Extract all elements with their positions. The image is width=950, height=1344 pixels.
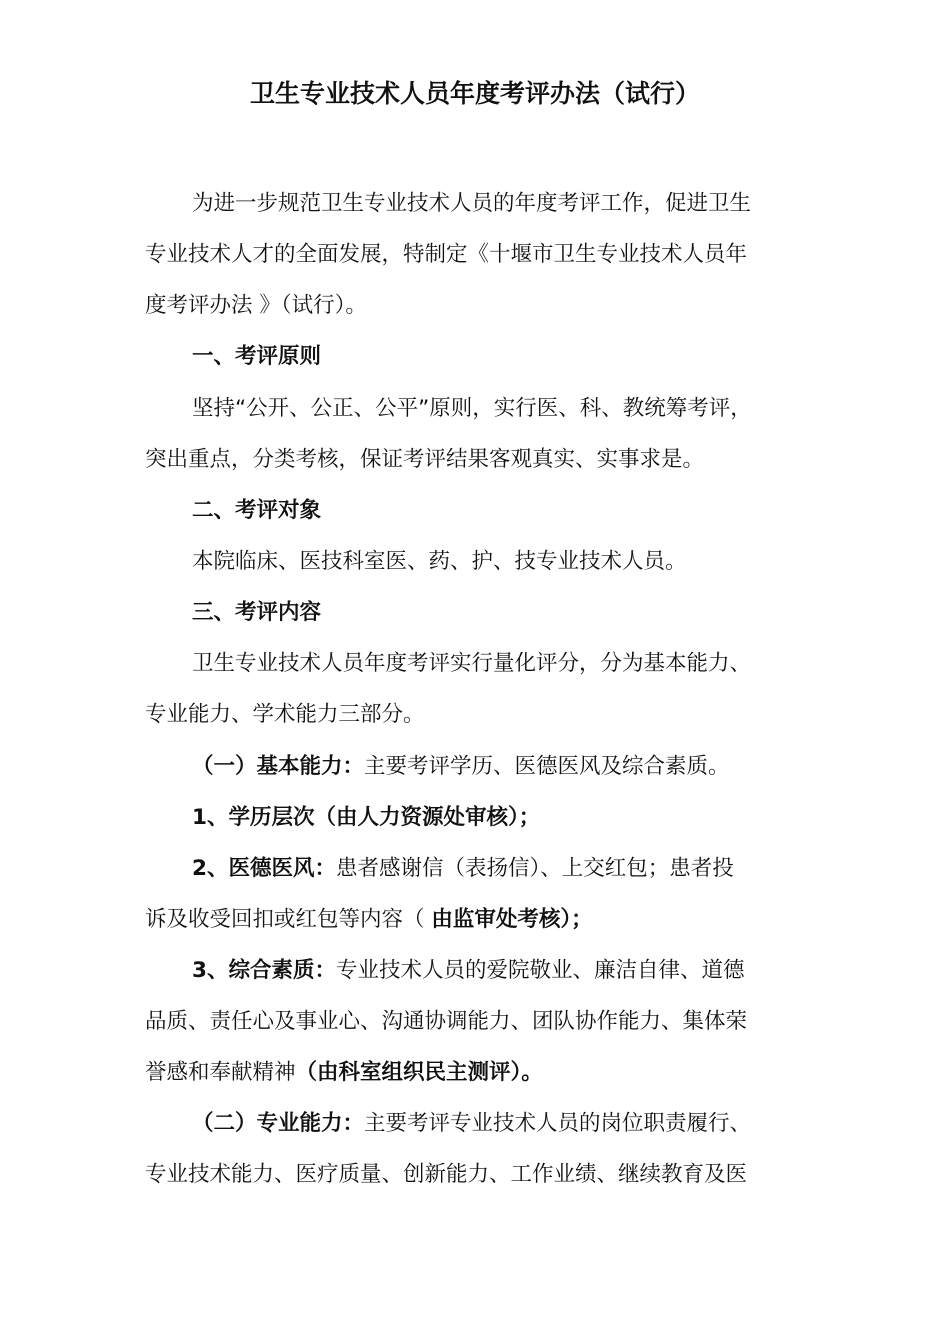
section-heading-content: 三、考评内容 [192,600,322,625]
item-comprehensive-quality-line-1 [192,956,832,986]
document-title: 卫生专业技术人员年度考评办法（试行） [249,79,700,108]
content-line-2: 专业能力、学术能力三部分。 [145,702,425,727]
medical-ethics-text-1: 患者感谢信（表扬信）、上交红包；患者投 [335,856,734,881]
section-heading-subjects: 二、考评对象 [192,498,322,523]
subjects-line-1: 本院临床、医技科室医、药、护、技专业技术人员。 [192,549,687,574]
medical-ethics-text-2: 诉及收受回扣或红包等内容（ [145,907,432,932]
professional-ability-line-1 [192,1109,832,1139]
principles-line-2: 突出重点，分类考核，保证考评结果客观真实、实事求是。 [145,447,705,472]
professional-ability-text-1: 主要考评专业技术人员的岗位职责履行、 [364,1111,752,1136]
medical-ethics-note: 由监审处考核）； [431,907,593,932]
section-heading-principles: 一、考评原则 [192,344,322,369]
intro-line-1: 为进一步规范卫生专业技术人员的年度考评工作，促进卫生 [192,191,752,216]
item-medical-ethics-line-2 [145,905,825,935]
content-line-1: 卫生专业技术人员年度考评实行量化评分，分为基本能力、 [192,651,752,676]
professional-ability-line-2: 专业技术能力、医疗质量、创新能力、工作业绩、继续教育及医 [145,1162,748,1187]
comprehensive-quality-text-3: 誉感和奉献精神 [145,1060,296,1085]
intro-line-3: 度考评办法 》（试行）。 [145,293,367,318]
basic-ability-text: 主要考评学历、医德医风及综合素质。 [364,754,730,779]
item-medical-ethics-line-1 [192,854,832,884]
comprehensive-quality-note: （由科室组织民主测评）。 [295,1060,543,1085]
basic-ability-label: （一）基本能力： [192,754,365,779]
professional-ability-label: （二）专业能力： [192,1111,365,1136]
intro-line-2: 专业技术人才的全面发展，特制定《十堰市卫生专业技术人员年 [145,242,748,267]
basic-ability-line [192,752,832,782]
comprehensive-quality-label: 3、综合素质： [192,958,336,983]
comprehensive-quality-line-2: 品质、责任心及事业心、沟通协调能力、团队协作能力、集体荣 [145,1009,748,1034]
comprehensive-quality-line-3 [145,1058,825,1088]
medical-ethics-label: 2、医德医风： [192,856,336,881]
item-education-level: 1、学历层次（由人力资源处审核）； [192,805,541,830]
comprehensive-quality-text-1: 专业技术人员的爱院敬业、廉洁自律、道德 [335,958,745,983]
principles-line-1: 坚持“公开、公正、公平”原则，实行医、科、教统筹考评， [192,396,752,421]
